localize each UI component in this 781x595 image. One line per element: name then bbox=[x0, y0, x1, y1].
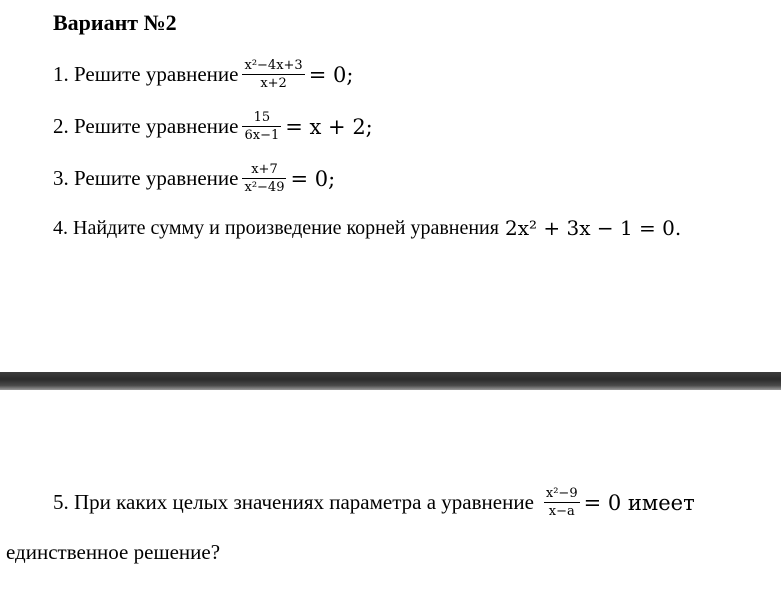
fraction-bar bbox=[242, 74, 304, 75]
task-3 bbox=[53, 162, 335, 195]
page-bottom bbox=[0, 390, 781, 595]
task-5-denominator: x−a bbox=[548, 504, 575, 519]
task-4 bbox=[53, 216, 681, 240]
task-3-numerator: x+7 bbox=[251, 162, 278, 177]
task-3-fraction bbox=[242, 162, 286, 195]
task-5-line-2: единственное решение? bbox=[6, 540, 221, 564]
task-5-fraction bbox=[544, 486, 580, 519]
variant-title: Вариант №2 bbox=[53, 10, 177, 35]
fraction-bar bbox=[242, 126, 281, 127]
task-5-continuation bbox=[6, 540, 220, 565]
task-3-equation-end: = 0; bbox=[290, 166, 336, 191]
task-1-denominator: x+2 bbox=[260, 76, 287, 91]
fraction-bar bbox=[544, 502, 580, 503]
page-separator bbox=[0, 372, 781, 390]
task-1 bbox=[53, 58, 353, 91]
task-2-text: 2. Решите уравнение bbox=[53, 114, 239, 138]
task-2-equation-end: = x + 2; bbox=[285, 114, 373, 139]
task-4-text: 4. Найдите сумму и произведение корней уравнения bbox=[53, 216, 499, 239]
task-1-fraction bbox=[242, 58, 304, 91]
task-3-text: 3. Решите уравнение bbox=[53, 166, 239, 190]
task-4-equation: 2x² + 3x − 1 = 0. bbox=[504, 216, 682, 240]
task-1-numerator: x²−4x+3 bbox=[244, 58, 303, 73]
task-2-numerator: 15 bbox=[253, 110, 271, 125]
task-5-equation-end: = 0 имеет bbox=[583, 490, 695, 515]
task-5-numerator: x²−9 bbox=[545, 486, 578, 501]
task-3-denominator: x²−49 bbox=[244, 180, 285, 195]
task-5 bbox=[53, 486, 695, 519]
task-1-equation-end: = 0; bbox=[308, 62, 354, 87]
fraction-bar bbox=[242, 178, 286, 179]
task-5-text: 5. При каких целых значениях параметра а уравнение bbox=[53, 490, 534, 514]
task-2-fraction bbox=[242, 110, 281, 143]
task-2 bbox=[53, 110, 373, 143]
task-1-text: 1. Решите уравнение bbox=[53, 62, 239, 86]
task-2-denominator: 6x−1 bbox=[244, 128, 280, 143]
